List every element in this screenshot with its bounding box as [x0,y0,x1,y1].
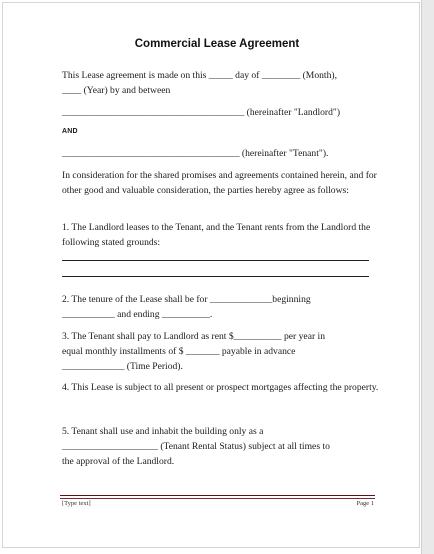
and-label: AND [62,128,78,135]
blank-line-2 [62,276,369,277]
clause-2-line-2: ___________ and ending __________. [62,309,213,320]
clause-3-line-1: 3. The Tenant shall pay to Landlord as rent $__________ per year in [62,331,326,342]
intro-line-2: ____ (Year) by and between [62,85,171,96]
clause-3-line-3: _____________ (Time Period). [62,361,183,372]
clause-5-line-1: 5. Tenant shall use and inhabit the building only as a [62,426,264,437]
clause-3 [62,329,382,374]
clause-3-line-2: equal monthly installments of $ _______ payable in advance [62,346,296,357]
footer-left-text[interactable]: [Type text] [62,500,91,507]
footer-page-number: Page 1 [356,500,374,507]
footer-rule-secondary [60,498,375,499]
landlord-line: ______________________________________ (hereinafter "Landlord") [62,107,341,118]
clause-5-line-2: ____________________ (Tenant Rental Status) subject at all times to [62,441,330,452]
clause-2 [62,292,382,322]
clause-5 [62,424,382,469]
clause-1: 1. The Landlord leases to the Tenant, and the Tenant rents from the Landlord the following stated grounds: [62,222,371,248]
tenant-line: _____________________________________ (hereinafter "Tenant"). [62,148,329,159]
clause-4: 4. This Lease is subject to all present or prospect mortgages affecting the property. [62,382,379,393]
vertical-scrollbar[interactable] [421,0,434,554]
intro-line-1: This Lease agreement is made on this _____ day of ________ (Month), [62,70,337,81]
document-title: Commercial Lease Agreement [134,38,300,50]
clause-5-line-3: the approval of the Landlord. [62,456,175,467]
clause-2-line-1: 2. The tenure of the Lease shall be for _____________beginning [62,294,311,305]
consideration-paragraph: In consideration for the shared promises and agreements contained herein, and for other good and valuable consideration, the parties hereby agree as follows: [62,170,377,196]
footer-rule [60,495,375,496]
intro-paragraph [62,68,382,98]
blank-line-1 [62,260,369,261]
